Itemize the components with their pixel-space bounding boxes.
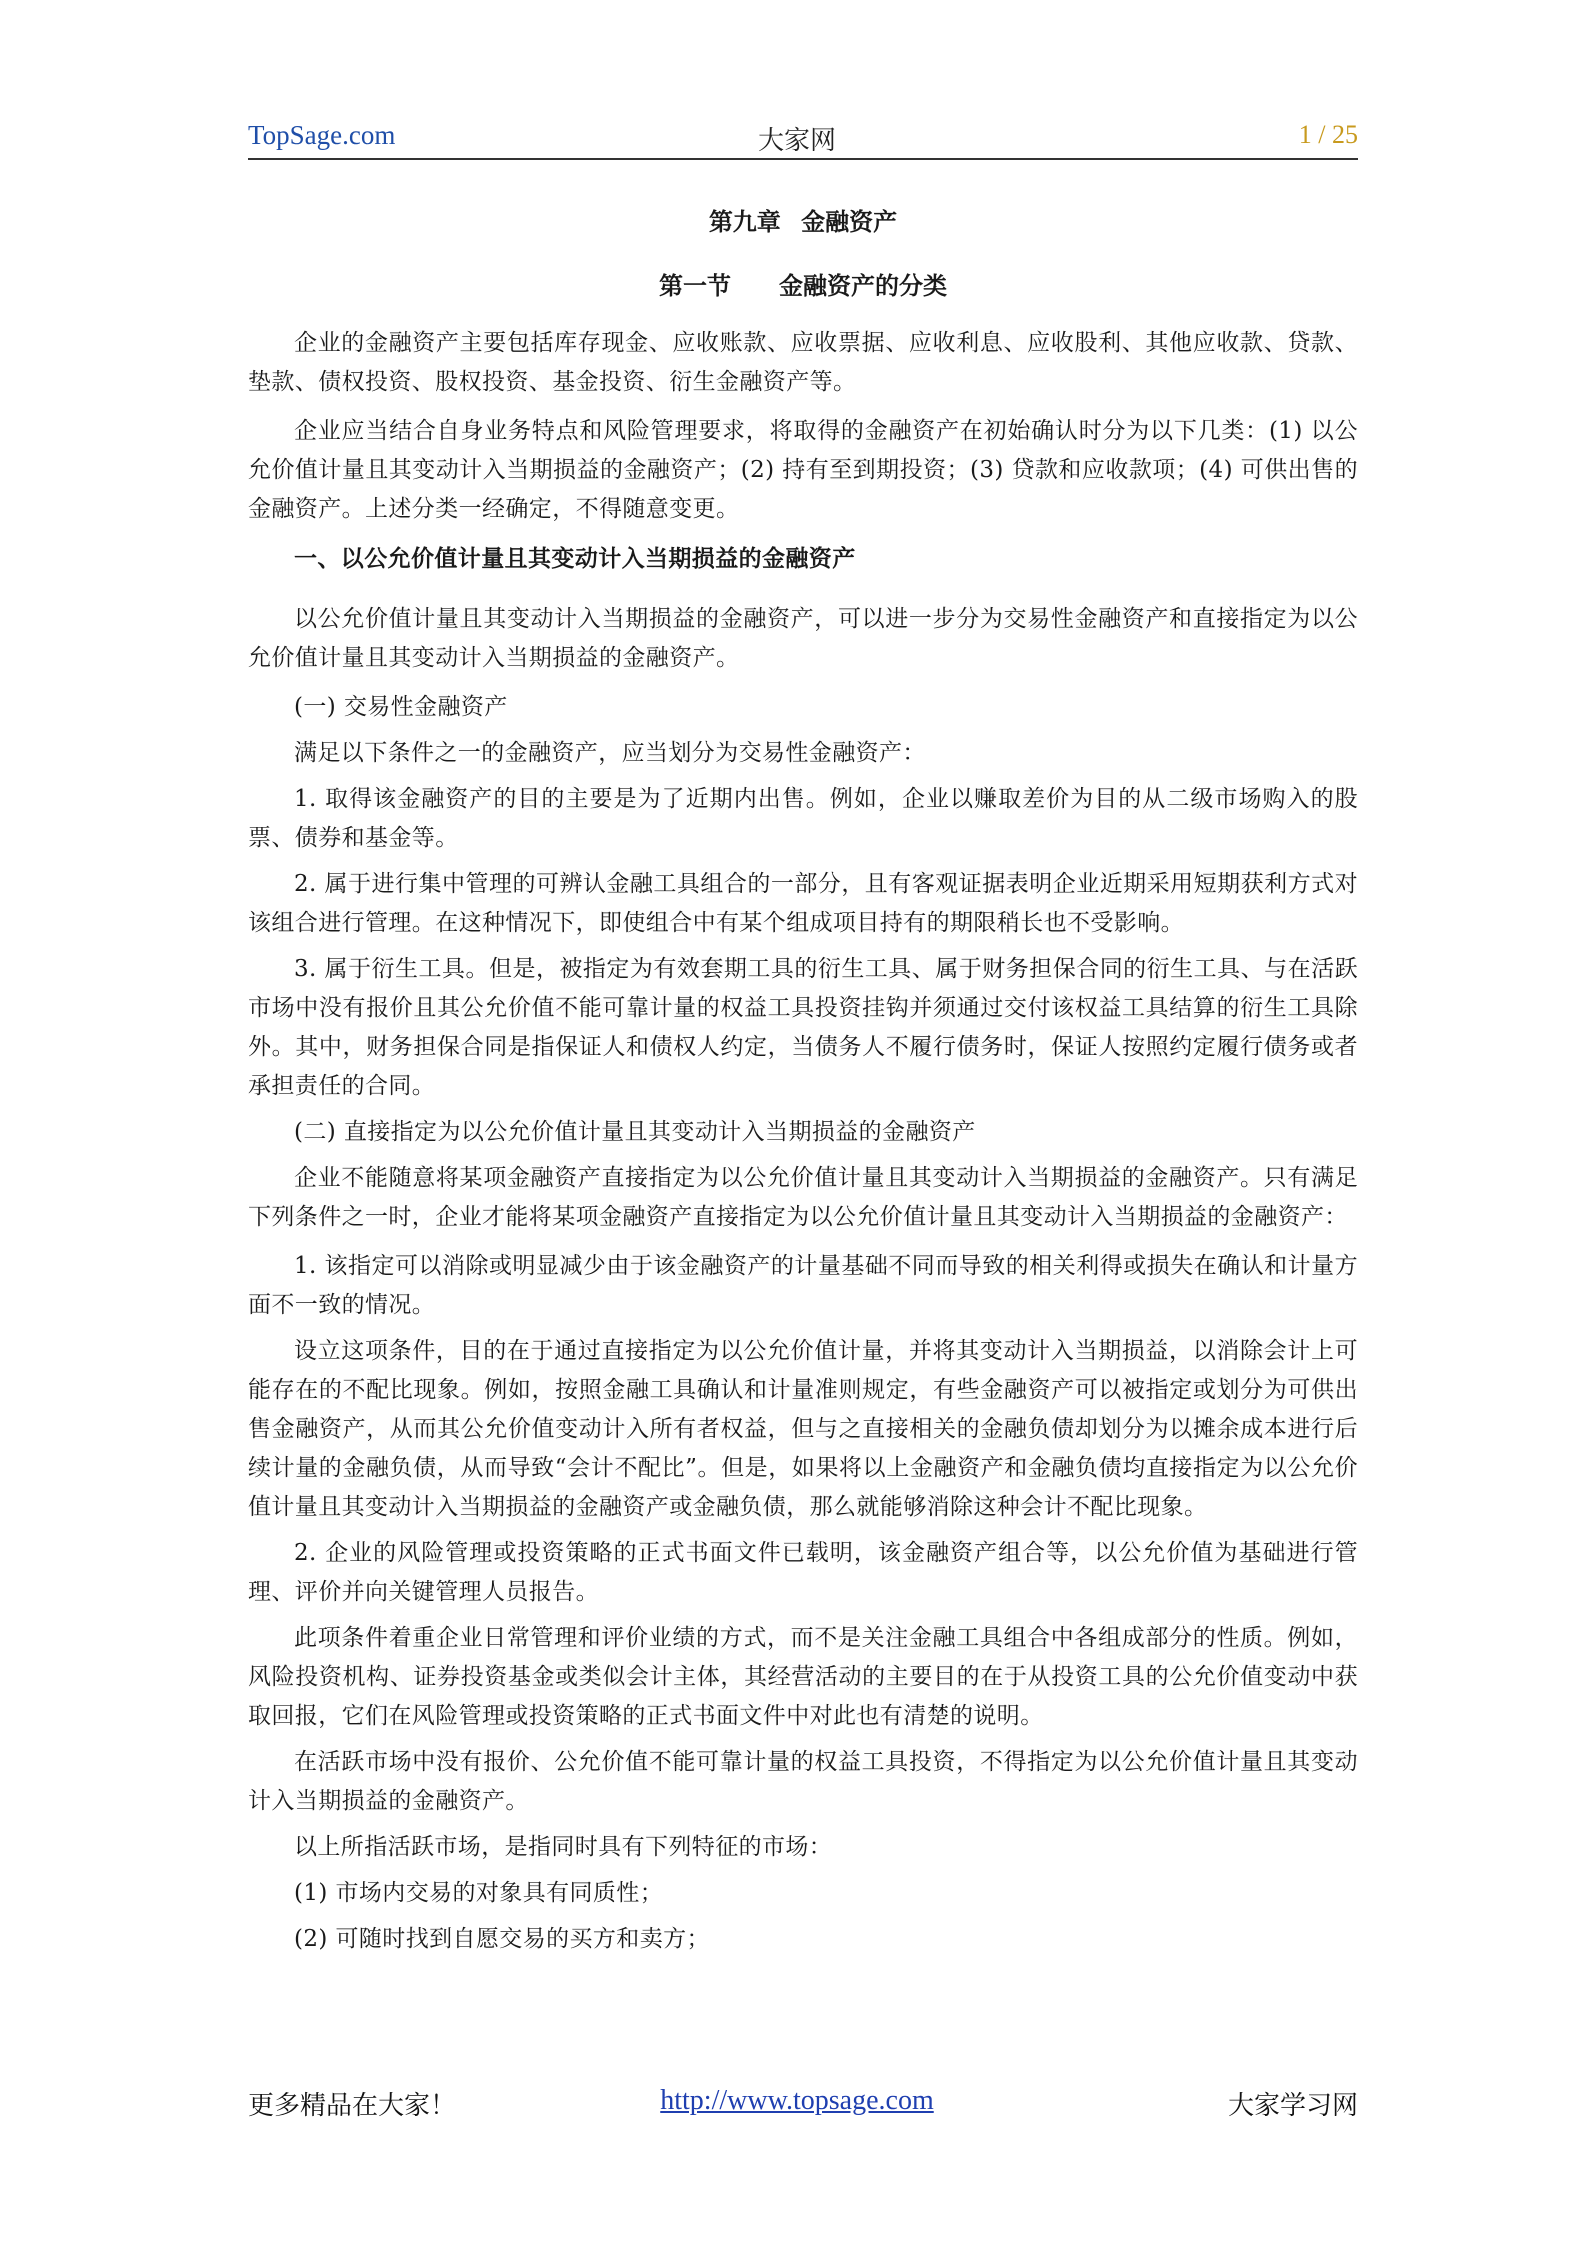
- list-item: (1) 市场内交易的对象具有同质性；: [294, 1880, 664, 1906]
- paragraph: 满足以下条件之一的金融资产，应当划分为交易性金融资产：: [294, 740, 926, 766]
- paragraph: 以上所指活跃市场，是指同时具有下列特征的市场：: [294, 1834, 833, 1860]
- page-current: 1: [1298, 120, 1312, 149]
- page-total: 25: [1332, 120, 1358, 149]
- paragraph: 企业应当结合自身业务特点和风险管理要求，将取得的金融资产在初始确认时分为以下几类：(1) 以公允价值计量且其变动计入当期损益的金融资产；(2) 持有至到期投资；(3) 贷款和应收款项；(4) 可供出售的金融资产。上述分类一经确定，不得随意变更。: [248, 418, 1358, 522]
- paragraph: 企业的金融资产主要包括库存现金、应收账款、应收票据、应收利息、应收股利、其他应收款、贷款、垫款、债权投资、股权投资、基金投资、衍生金融资产等。: [248, 330, 1358, 395]
- paragraph: 以公允价值计量且其变动计入当期损益的金融资产，可以进一步分为交易性金融资产和直接指定为以公允价值计量且其变动计入当期损益的金融资产。: [248, 606, 1358, 671]
- list-item: (2) 可随时找到自愿交易的买方和卖方；: [294, 1926, 710, 1952]
- section-title: 第一节 金融资产的分类: [659, 271, 947, 300]
- list-item: 3. 属于衍生工具。但是，被指定为有效套期工具的衍生工具、属于财务担保合同的衍生工具、与在活跃市场中没有报价且其公允价值不能可靠计量的权益工具投资挂钩并须通过交付该权益工具结算的衍生工具除外。其中，财务担保合同是指保证人和债权人约定，当债务人不履行债务时，保证人按照约定履行债务或者承担责任的合同。: [248, 956, 1358, 1099]
- header-site-name: TopSage.com: [248, 120, 396, 150]
- subheading: (一) 交易性金融资产: [294, 694, 508, 720]
- paragraph: 企业不能随意将某项金融资产直接指定为以公允价值计量且其变动计入当期损益的金融资产。只有满足下列条件之一时，企业才能将某项金融资产直接指定为以公允价值计量且其变动计入当期损益的金融资产：: [248, 1165, 1358, 1230]
- subheading: (二) 直接指定为以公允价值计量且其变动计入当期损益的金融资产: [294, 1119, 976, 1145]
- chapter-title: 第九章 金融资产: [708, 207, 898, 236]
- header-page-number: [1299, 120, 1358, 150]
- document-body: [248, 200, 1358, 1959]
- footer-website-link[interactable]: http://www.topsage.com: [660, 2085, 934, 2116]
- footer-left-text: 更多精品在大家！: [248, 2091, 457, 2121]
- header-rule: [248, 158, 1358, 160]
- paragraph: 设立这项条件，目的在于通过直接指定为以公允价值计量，并将其变动计入当期损益，以消除会计上可能存在的不配比现象。例如，按照金融工具确认和计量准则规定，有些金融资产可以被指定或划分为可供出售金融资产，从而其公允价值变动计入所有者权益，但与之直接相关的金融负债却划分为以摊余成本进行后续计量的金融负债，从而导致“会计不配比”。但是，如果将以上金融资产和金融负债均直接指定为以公允价值计量且其变动计入当期损益的金融资产或金融负债，那么就能够消除这种会计不配比现象。: [248, 1338, 1358, 1520]
- footer-right-text: 大家学习网: [1227, 2091, 1358, 2121]
- paragraph: 此项条件着重企业日常管理和评价业绩的方式，而不是关注金融工具组合中各组成部分的性质。例如，风险投资机构、证券投资基金或类似会计主体，其经营活动的主要目的在于从投资工具的公允价值变动中获取回报，它们在风险管理或投资策略的正式书面文件中对此也有清楚的说明。: [248, 1625, 1358, 1729]
- list-item: 1. 取得该金融资产的目的主要是为了近期内出售。例如，企业以赚取差价为目的从二级市场购入的股票、债券和基金等。: [248, 786, 1358, 851]
- list-item: 2. 企业的风险管理或投资策略的正式书面文件已载明，该金融资产组合等，以公允价值为基础进行管理、评价并向关键管理人员报告。: [248, 1540, 1358, 1605]
- list-item: 1. 该指定可以消除或明显减少由于该金融资产的计量基础不同而导致的相关利得或损失在确认和计量方面不一致的情况。: [248, 1253, 1358, 1318]
- header-center-title: 大家网: [757, 126, 836, 156]
- list-item: 2. 属于进行集中管理的可辨认金融工具组合的一部分，且有客观证据表明企业近期采用短期获利方式对该组合进行管理。在这种情况下，即使组合中有某个组成项目持有的期限稍长也不受影响。: [248, 871, 1358, 936]
- paragraph: 在活跃市场中没有报价、公允价值不能可靠计量的权益工具投资，不得指定为以公允价值计量且其变动计入当期损益的金融资产。: [248, 1749, 1358, 1814]
- subheading: 一、以公允价值计量且其变动计入当期损益的金融资产: [294, 545, 856, 572]
- page-separator: /: [1311, 120, 1332, 149]
